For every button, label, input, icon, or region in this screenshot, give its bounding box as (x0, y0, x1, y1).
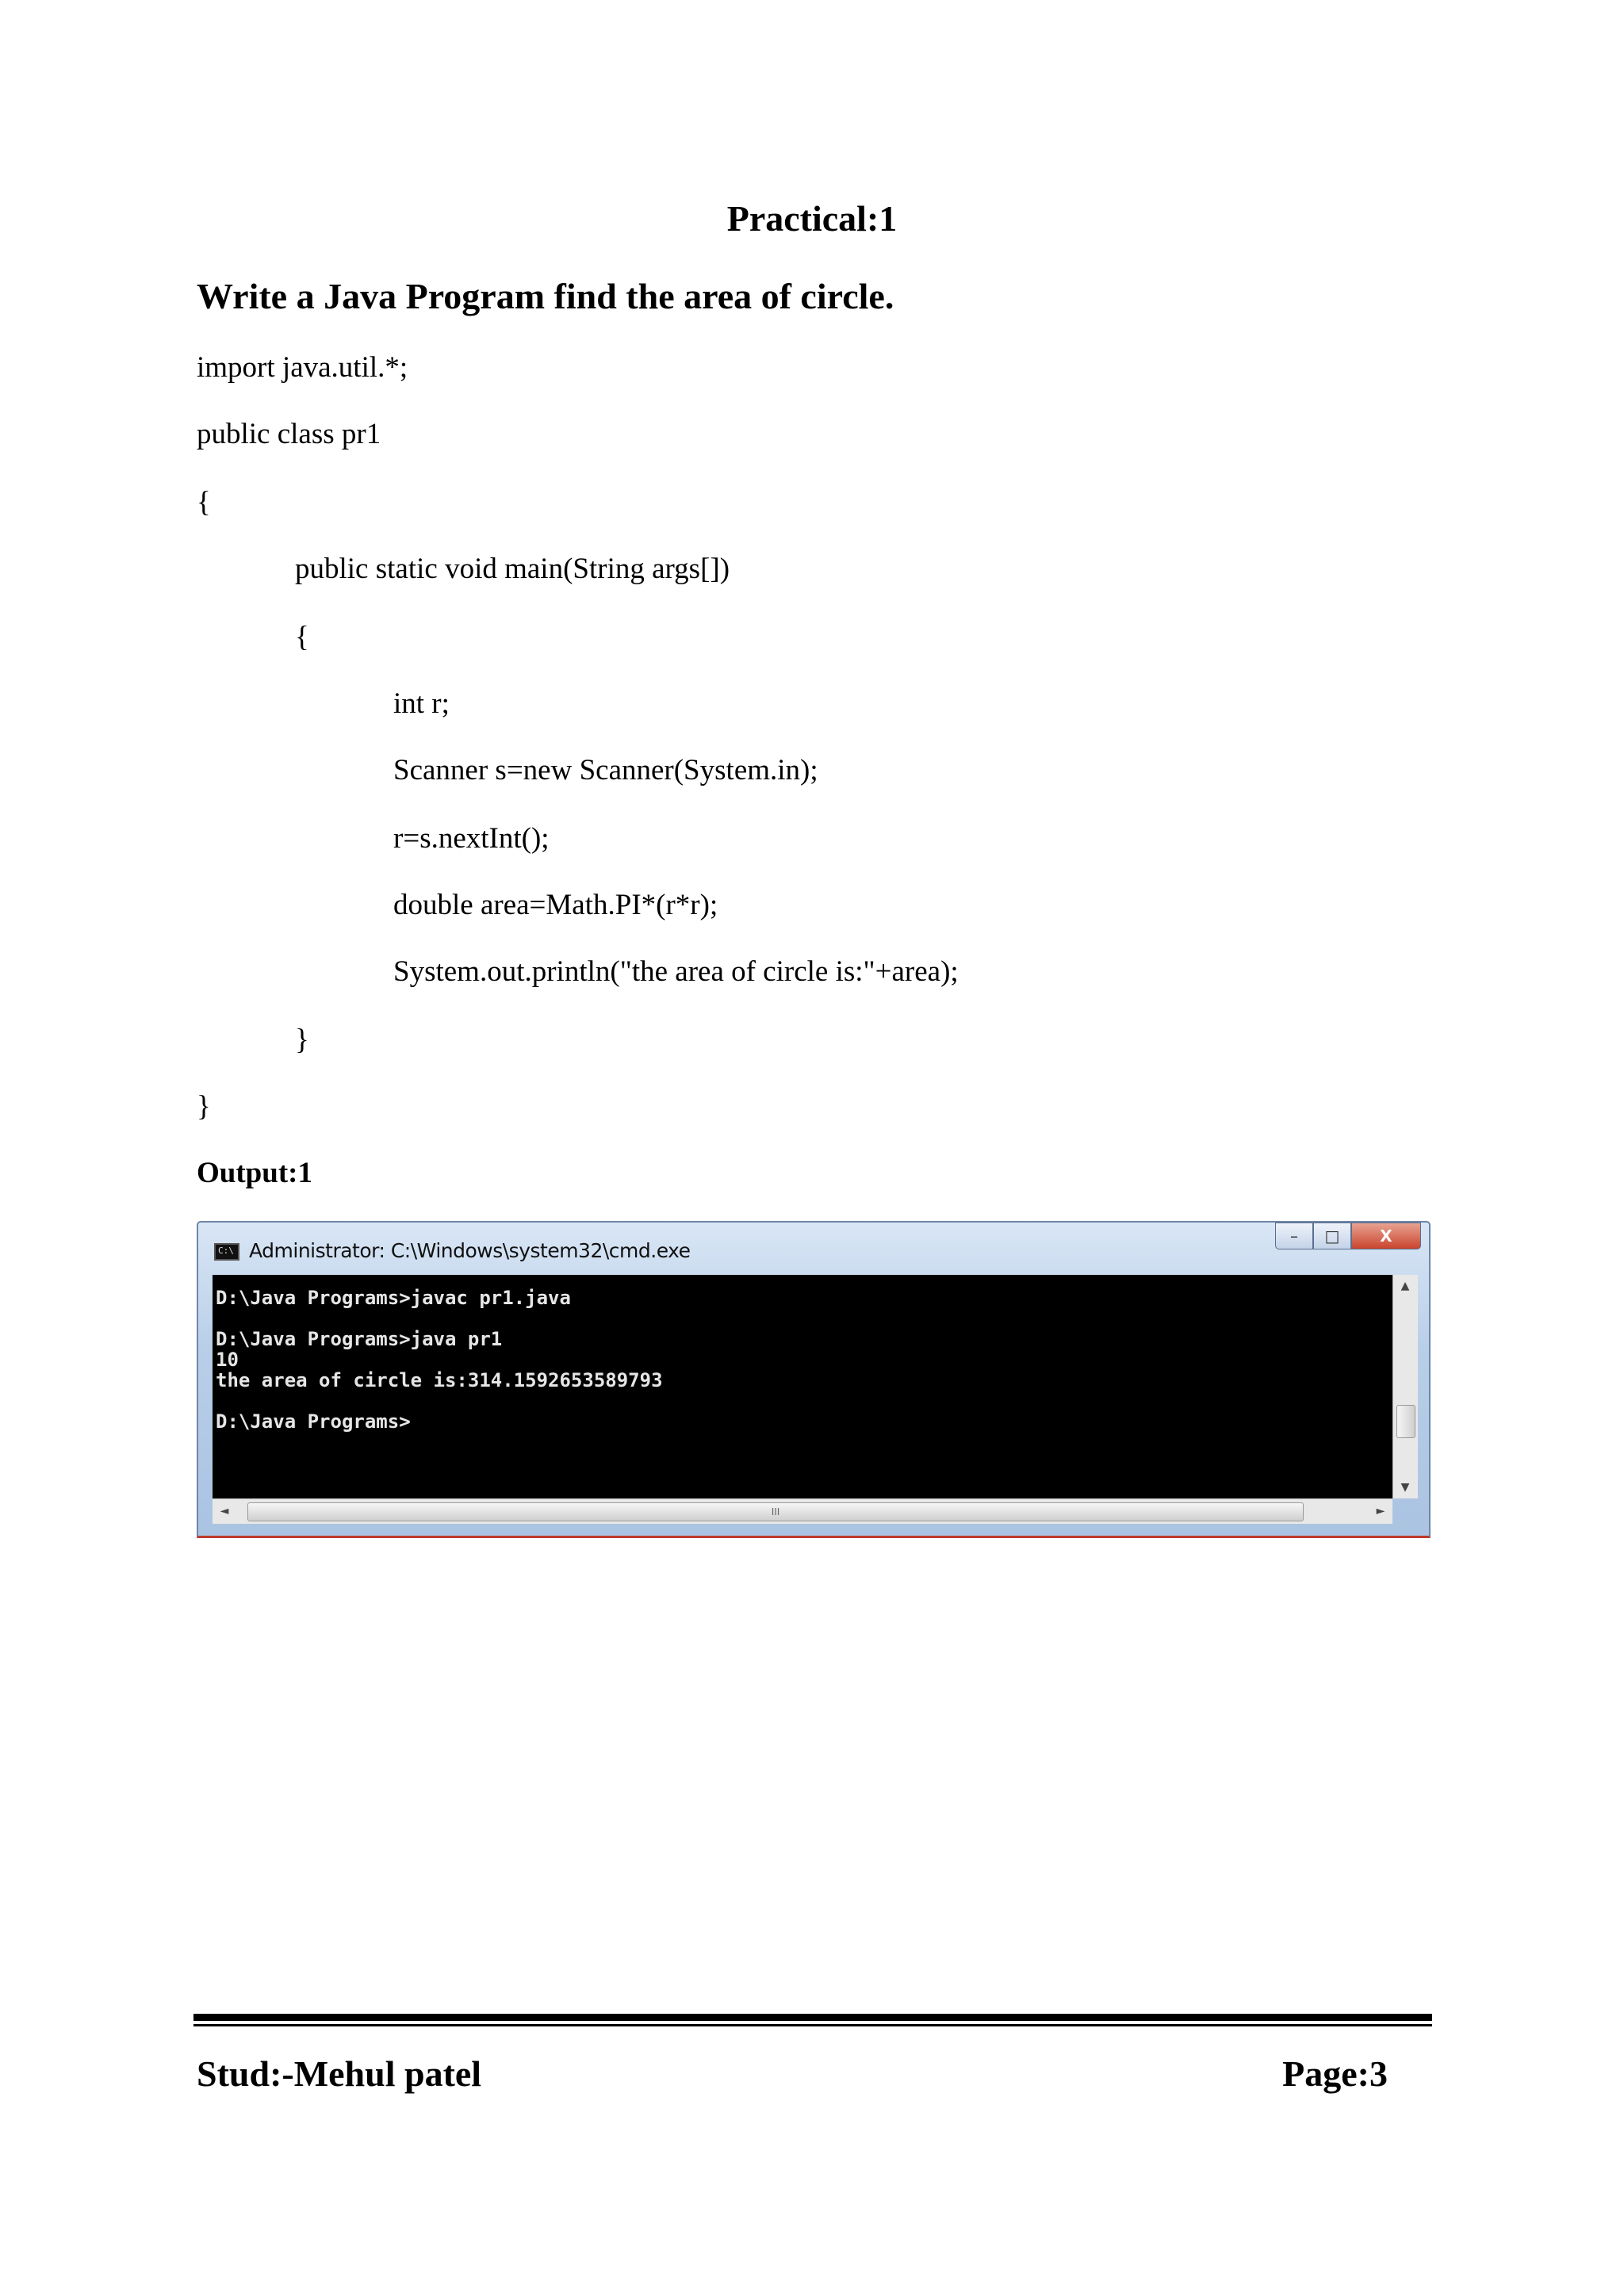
code-line: } (197, 1090, 211, 1123)
code-line: public class pr1 (197, 418, 381, 450)
close-button[interactable]: X (1351, 1223, 1421, 1249)
minimize-button[interactable]: – (1275, 1223, 1313, 1249)
code-line: int r; (393, 687, 450, 720)
window-controls (1275, 1223, 1421, 1251)
footer-page-number: Page:3 (1282, 2053, 1388, 2094)
console-line: D:\Java Programs>javac pr1.java (216, 1287, 571, 1309)
footer-divider (193, 2014, 1432, 2021)
code-line: } (295, 1024, 309, 1056)
console-line (216, 1391, 1389, 1411)
scroll-left-icon[interactable]: ◄ (220, 1505, 229, 1517)
console-line: D:\Java Programs>java pr1 (216, 1328, 503, 1350)
question-heading: Write a Java Program find the area of circle. (197, 276, 894, 316)
console-line: the area of circle is:314.1592653589793 (216, 1369, 663, 1391)
console-app-icon (214, 1243, 239, 1261)
console-line: 10 (216, 1349, 239, 1371)
code-line: System.out.println("the area of circle is:"+area); (393, 955, 959, 988)
scroll-up-icon[interactable]: ▲ (1400, 1280, 1410, 1292)
vertical-scrollbar[interactable] (1392, 1275, 1418, 1498)
output-label: Output:1 (197, 1157, 312, 1189)
code-line: { (197, 486, 211, 519)
console-line: D:\Java Programs> (216, 1410, 411, 1433)
code-line: double area=Math.PI*(r*r); (393, 889, 718, 921)
console-output[interactable] (213, 1275, 1392, 1498)
vertical-scroll-thumb[interactable] (1396, 1405, 1415, 1438)
practical-title: Practical:1 (726, 198, 898, 239)
maximize-button[interactable]: □ (1313, 1223, 1351, 1249)
code-line: public static void main(String args[]) (295, 553, 730, 585)
console-titlebar[interactable] (198, 1223, 1429, 1275)
console-window (197, 1221, 1431, 1538)
footer-divider-thin (193, 2024, 1432, 2026)
footer-student-name: Stud:-Mehul patel (197, 2053, 482, 2094)
code-line: import java.util.*; (197, 351, 408, 384)
console-window-title: Administrator: C:\Windows\system32\cmd.exe (249, 1239, 691, 1262)
scroll-right-icon[interactable]: ► (1376, 1505, 1385, 1517)
console-line (216, 1308, 1389, 1329)
code-line: Scanner s=new Scanner(System.in); (393, 754, 818, 786)
horizontal-scrollbar[interactable] (213, 1498, 1392, 1524)
code-line: r=s.nextInt(); (393, 822, 550, 855)
scroll-down-icon[interactable]: ▼ (1400, 1481, 1410, 1494)
horizontal-scroll-thumb[interactable]: III (247, 1502, 1304, 1521)
code-line: { (295, 621, 309, 653)
